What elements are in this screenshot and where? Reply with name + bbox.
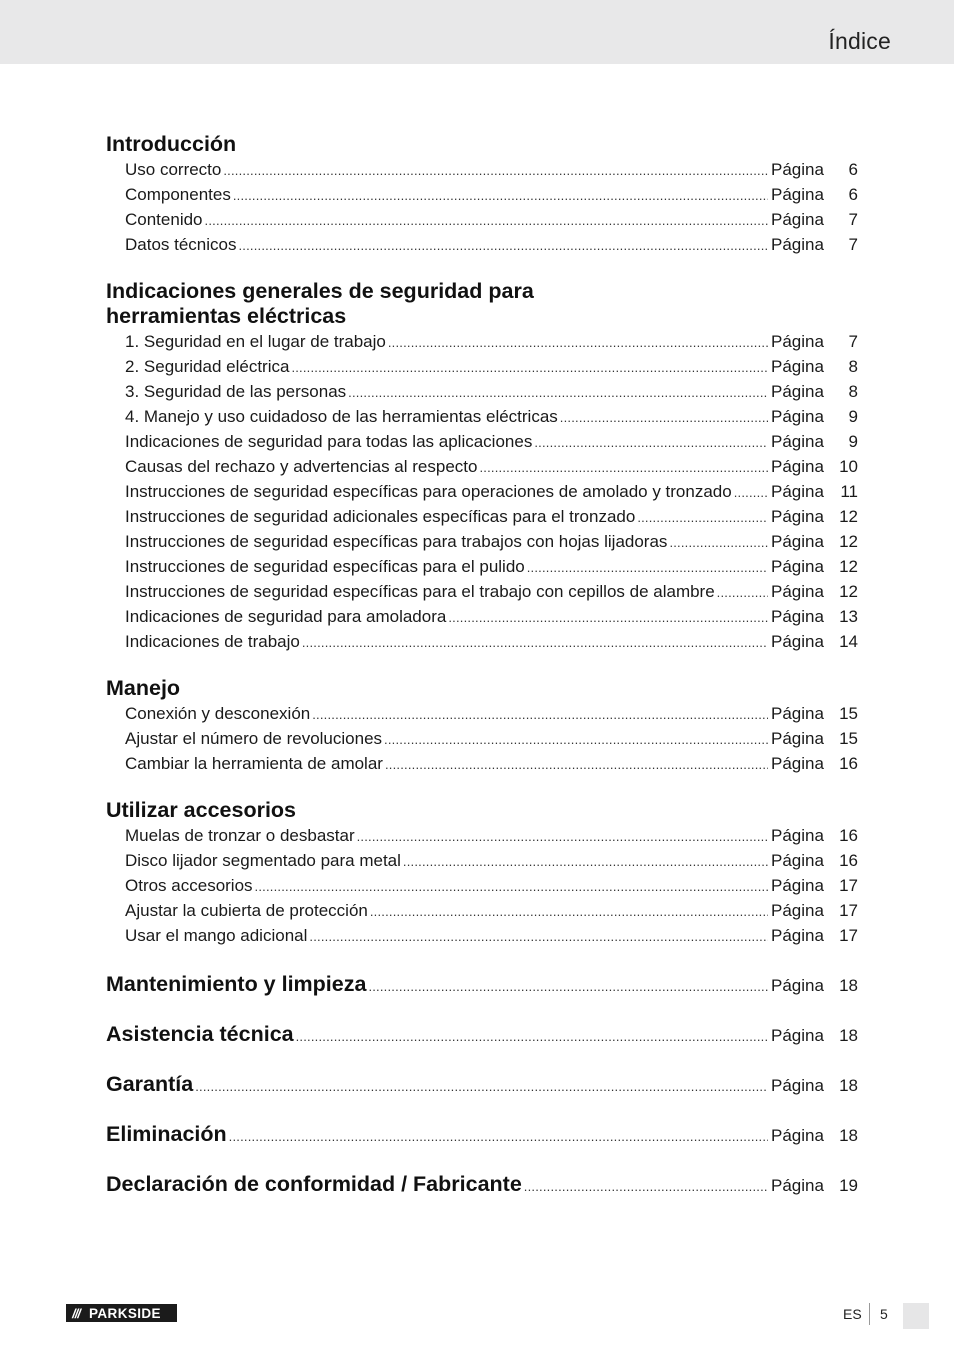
toc-entry-page-number: 7 (848, 210, 858, 229)
dot-leader (302, 630, 768, 655)
toc-entry-page-word: Página (771, 235, 824, 254)
section-title: Asistencia técnica (106, 1022, 294, 1046)
toc-entry (106, 629, 858, 654)
toc-entry-label: Instrucciones de seguridad específicas para trabajos con hojas lijadoras (125, 532, 668, 551)
toc-entry-page-word: Página (771, 332, 824, 351)
toc-entry (106, 529, 858, 554)
footer-divider (869, 1303, 870, 1325)
toc-entry-page-number: 17 (839, 901, 858, 920)
toc-single-section (106, 1119, 858, 1169)
toc-entry-page-number: 17 (839, 926, 858, 945)
toc-entry (106, 604, 858, 629)
dot-leader (229, 1122, 768, 1152)
toc-entry (106, 479, 858, 504)
footer-language: ES (843, 1306, 862, 1322)
toc-entry-page-number: 18 (839, 1126, 858, 1145)
dot-leader (348, 380, 768, 405)
toc-entry-label: Causas del rechazo y advertencias al respecto (125, 457, 478, 476)
dot-leader (637, 505, 768, 530)
toc-entry-page-word: Página (771, 926, 824, 945)
toc-entry-page-number: 18 (839, 976, 858, 995)
header-band (0, 0, 954, 64)
footer-page-number: 5 (880, 1306, 888, 1322)
toc-entry-label: 4. Manejo y uso cuidadoso de las herramientas eléctricas (125, 407, 558, 426)
section-title: Utilizar accesorios (106, 798, 297, 822)
toc-entry-label: Uso correcto (125, 160, 222, 179)
toc-entry-page-number: 9 (848, 432, 858, 451)
page-title: Índice (828, 28, 891, 54)
toc-entry-page-word: Página (771, 754, 824, 773)
toc-entry-page-number: 10 (839, 457, 858, 476)
toc-entry-label: Otros accesorios (125, 876, 253, 895)
toc-entry (106, 579, 858, 604)
toc-single-section (106, 1169, 858, 1219)
dot-leader (291, 355, 768, 380)
dot-leader (357, 824, 768, 849)
toc-entry-label: Muelas de tronzar o desbastar (125, 826, 355, 845)
toc-entry-page-number: 17 (839, 876, 858, 895)
toc-entry (106, 232, 858, 257)
dot-leader (309, 924, 768, 949)
toc-entry-label: Cambiar la herramienta de amolar (125, 754, 383, 773)
toc-entry-page-word: Página (771, 607, 824, 626)
toc-entry (106, 207, 858, 232)
dot-leader (312, 702, 768, 727)
toc-entry-page-word: Página (771, 729, 824, 748)
toc-entry-page-number: 9 (848, 407, 858, 426)
entry-list (106, 823, 858, 948)
toc-entry-page-word: Página (771, 407, 824, 426)
toc-entry-page-word: Página (771, 1026, 824, 1045)
toc-entry-page-number: 11 (840, 482, 858, 501)
toc-entry (106, 751, 858, 776)
toc-entry-label: Ajustar la cubierta de protección (125, 901, 368, 920)
toc-entry-page-number: 12 (839, 532, 858, 551)
toc-entry-page-word: Página (771, 532, 824, 551)
toc-entry-page-word: Página (771, 1076, 824, 1095)
entry-list (106, 329, 858, 654)
toc-entry-page-number: 16 (839, 826, 858, 845)
toc-entry-page-word: Página (771, 582, 824, 601)
toc-entry-page-word: Página (771, 876, 824, 895)
toc-entry-page-number: 12 (839, 507, 858, 526)
toc-entry-page-word: Página (771, 432, 824, 451)
toc-entry-label: Indicaciones de seguridad para todas las aplicaciones (125, 432, 533, 451)
toc-entry-page-number: 14 (839, 632, 858, 651)
toc-entry-page-number: 8 (848, 382, 858, 401)
toc-entry-page-word: Página (771, 210, 824, 229)
toc-entry-label: Usar el mango adicional (125, 926, 308, 945)
toc-entry-label: Componentes (125, 185, 231, 204)
dot-leader (385, 752, 768, 777)
section-title: Introducción (106, 132, 237, 156)
toc-entry-page-number: 6 (848, 160, 858, 179)
section-title: Indicaciones generales de seguridad para herramientas eléctricas (106, 279, 534, 328)
toc-entry-label: Instrucciones de seguridad específicas para el trabajo con cepillos de alambre (125, 582, 715, 601)
dot-leader (560, 405, 768, 430)
parkside-logo (66, 1304, 177, 1322)
toc-section-accesorios (106, 798, 858, 948)
toc-entry (106, 554, 858, 579)
toc-entry-label: 3. Seguridad de las personas (125, 382, 347, 401)
toc-entry-label: Indicaciones de seguridad para amoladora (125, 607, 447, 626)
toc-entry-label: 1. Seguridad en el lugar de trabajo (125, 332, 386, 351)
toc-entry-page-number: 6 (848, 185, 858, 204)
toc-entry (106, 823, 858, 848)
dot-leader (448, 605, 768, 630)
toc-entry-label: 2. Seguridad eléctrica (125, 357, 290, 376)
toc-entry-page-word: Página (771, 357, 824, 376)
dot-leader (296, 1022, 768, 1052)
toc-entry-page-number: 13 (839, 607, 858, 626)
toc-entry-page-word: Página (771, 901, 824, 920)
dot-leader (734, 480, 768, 505)
toc-entry-page-number: 19 (839, 1176, 858, 1195)
dot-leader (368, 972, 768, 1002)
section-title: Manejo (106, 676, 181, 700)
table-of-contents (106, 132, 858, 1219)
toc-entry-page-word: Página (771, 507, 824, 526)
dot-leader (255, 874, 768, 899)
toc-entry (106, 848, 858, 873)
toc-entry (106, 504, 858, 529)
dot-leader (370, 899, 768, 924)
toc-entry (106, 873, 858, 898)
toc-entry-label: Instrucciones de seguridad específicas para operaciones de amolado y tronzado (125, 482, 732, 501)
toc-entry-page-word: Página (771, 160, 824, 179)
toc-entry-label: Conexión y desconexión (125, 704, 311, 723)
toc-entry (106, 354, 858, 379)
toc-entry-page-number: 12 (839, 557, 858, 576)
toc-entry-page-word: Página (771, 976, 824, 995)
toc-entry-page-number: 8 (848, 357, 858, 376)
toc-entry-page-number: 16 (839, 851, 858, 870)
toc-section-manejo (106, 676, 858, 776)
toc-entry-page-number: 15 (839, 704, 858, 723)
toc-entry-page-word: Página (771, 457, 824, 476)
logo-text: PARKSIDE (89, 1305, 161, 1321)
toc-single-section (106, 1069, 858, 1119)
dot-leader (195, 1072, 768, 1102)
toc-entry-page-word: Página (771, 632, 824, 651)
toc-entry-page-number: 12 (839, 582, 858, 601)
toc-single-section (106, 1019, 858, 1069)
dot-leader (233, 183, 768, 208)
toc-entry-label: Instrucciones de seguridad específicas para el pulido (125, 557, 525, 576)
dot-leader (479, 455, 768, 480)
toc-entry-page-word: Página (771, 826, 824, 845)
toc-entry-page-number: 7 (848, 235, 858, 254)
toc-entry (106, 379, 858, 404)
toc-entry-page-number: 16 (839, 754, 858, 773)
toc-entry-page-number: 7 (848, 332, 858, 351)
toc-entry (106, 701, 858, 726)
toc-entry (106, 923, 858, 948)
dot-leader (524, 1172, 768, 1202)
toc-entry (106, 404, 858, 429)
toc-entry-page-number: 18 (839, 1076, 858, 1095)
dot-leader (223, 158, 768, 183)
dot-leader (527, 555, 768, 580)
toc-section-introduccion (106, 132, 858, 257)
dot-leader (403, 849, 768, 874)
section-title: Garantía (106, 1072, 194, 1096)
toc-entry-label: Ajustar el número de revoluciones (125, 729, 383, 748)
toc-entry (106, 454, 858, 479)
dot-leader (239, 233, 769, 258)
toc-entry-label: Datos técnicos (125, 235, 237, 254)
section-title: Eliminación (106, 1122, 227, 1146)
toc-entry-page-number: 18 (839, 1026, 858, 1045)
toc-entry (106, 329, 858, 354)
toc-entry-page-word: Página (771, 557, 824, 576)
toc-single-sections (106, 969, 858, 1219)
dot-leader (384, 727, 768, 752)
entry-list (106, 157, 858, 257)
toc-section-seguridad (106, 279, 858, 654)
toc-entry (106, 182, 858, 207)
toc-entry-page-word: Página (771, 1126, 824, 1145)
toc-entry (106, 157, 858, 182)
dot-leader (717, 580, 768, 605)
toc-entry (106, 429, 858, 454)
logo-stripes-icon: /// (72, 1305, 80, 1321)
toc-entry-label: Instrucciones de seguridad adicionales específicas para el tronzado (125, 507, 636, 526)
toc-entry (106, 898, 858, 923)
toc-entry-label: Indicaciones de trabajo (125, 632, 300, 651)
toc-entry-page-word: Página (771, 704, 824, 723)
dot-leader (534, 430, 768, 455)
dot-leader (669, 530, 768, 555)
dot-leader (205, 208, 768, 233)
toc-entry (106, 726, 858, 751)
footer-tab-marker (903, 1303, 929, 1329)
section-title: Declaración de conformidad / Fabricante (106, 1172, 522, 1196)
toc-single-section (106, 969, 858, 1019)
section-title: Mantenimiento y limpieza (106, 972, 367, 996)
toc-entry-label: Disco lijador segmentado para metal (125, 851, 401, 870)
toc-entry-page-word: Página (771, 1176, 824, 1195)
toc-entry-label: Contenido (125, 210, 203, 229)
entry-list (106, 701, 858, 776)
dot-leader (388, 330, 768, 355)
toc-entry-page-word: Página (771, 382, 824, 401)
toc-entry-page-word: Página (771, 185, 824, 204)
toc-entry-page-number: 15 (839, 729, 858, 748)
toc-entry-page-word: Página (771, 482, 824, 501)
toc-entry-page-word: Página (771, 851, 824, 870)
